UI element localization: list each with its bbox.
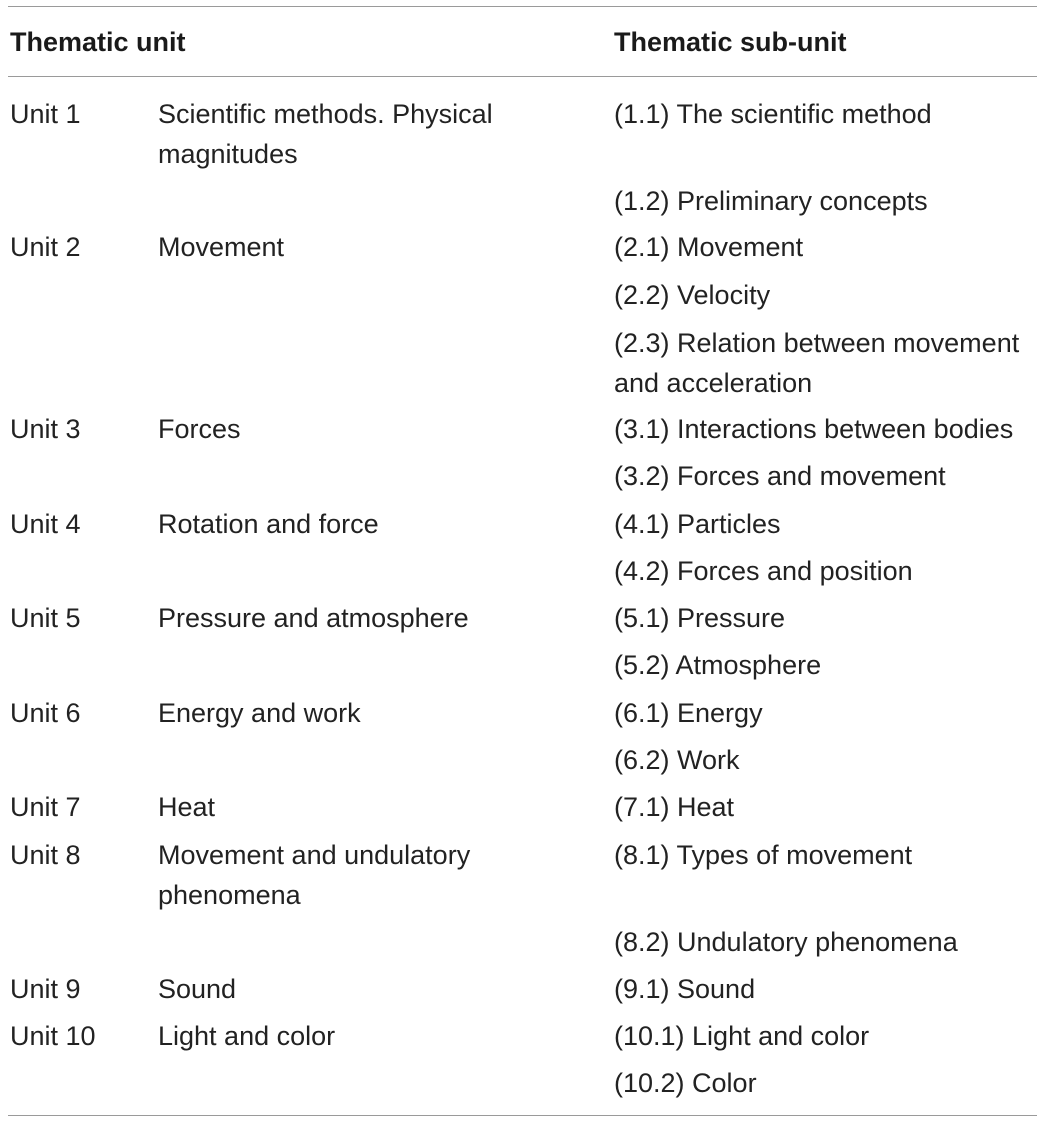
sub-unit-name: (7.1) Heat: [614, 792, 735, 822]
unit-label: Unit 4: [10, 509, 81, 539]
unit-label: Unit 10: [10, 1021, 96, 1051]
sub-unit-name: (8.1) Types of movement: [614, 840, 913, 870]
sub-unit-name: (9.1) Sound: [614, 974, 756, 1004]
unit-name: Scientific methods. Physical magnitudes: [158, 99, 493, 169]
sub-unit-name: (8.2) Undulatory phenomena: [614, 927, 958, 957]
sub-unit-name: (1.2) Preliminary concepts: [614, 186, 928, 216]
sub-unit-name: (2.3) Relation between movement and acceleration: [614, 328, 1020, 398]
sub-unit-name: (10.1) Light and color: [614, 1021, 870, 1051]
sub-unit-name: (5.2) Atmosphere: [614, 650, 822, 680]
unit-label: Unit 1: [10, 99, 81, 129]
unit-name: Movement and undulatory phenomena: [158, 840, 471, 910]
sub-unit-name: (4.1) Particles: [614, 509, 781, 539]
unit-name: Heat: [158, 792, 216, 822]
sub-unit-name: (6.2) Work: [614, 745, 740, 775]
unit-label: Unit 2: [10, 232, 81, 262]
header-thematic-unit: Thematic unit: [10, 27, 186, 57]
sub-unit-name: (6.1) Energy: [614, 698, 763, 728]
unit-label: Unit 5: [10, 603, 81, 633]
bottom-rule: [8, 1115, 1037, 1116]
unit-label: Unit 3: [10, 414, 81, 444]
unit-label: Unit 7: [10, 792, 81, 822]
sub-unit-name: (10.2) Color: [614, 1068, 757, 1098]
sub-unit-name: (3.1) Interactions between bodies: [614, 414, 1014, 444]
table-header: [8, 7, 1037, 76]
sub-unit-name: (3.2) Forces and movement: [614, 461, 946, 491]
unit-name: Pressure and atmosphere: [158, 603, 469, 633]
unit-name: Sound: [158, 974, 237, 1004]
sub-unit-name: (2.2) Velocity: [614, 280, 771, 310]
unit-name: Rotation and force: [158, 509, 379, 539]
sub-unit-name: (1.1) The scientific method: [614, 99, 932, 129]
header-thematic-sub-unit: Thematic sub-unit: [614, 27, 847, 57]
unit-name: Light and color: [158, 1021, 336, 1051]
table-body: [8, 77, 1037, 1107]
sub-unit-name: (2.1) Movement: [614, 232, 804, 262]
unit-label: Unit 9: [10, 974, 81, 1004]
unit-name: Forces: [158, 414, 241, 444]
unit-name: Energy and work: [158, 698, 361, 728]
thematic-units-table: [8, 6, 1037, 1107]
sub-unit-name: (4.2) Forces and position: [614, 556, 913, 586]
unit-label: Unit 6: [10, 698, 81, 728]
unit-name: Movement: [158, 232, 285, 262]
sub-unit-name: (5.1) Pressure: [614, 603, 786, 633]
unit-label: Unit 8: [10, 840, 81, 870]
